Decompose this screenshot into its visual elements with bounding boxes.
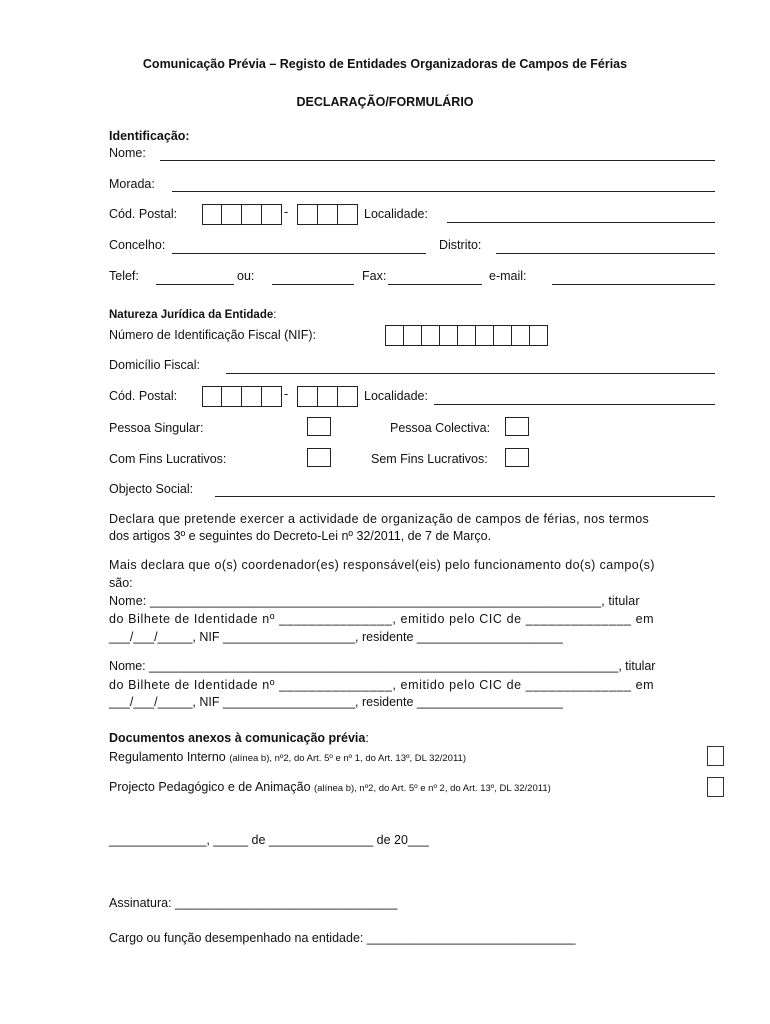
anexos-heading-colon: : bbox=[365, 731, 369, 745]
domicilio-field[interactable] bbox=[226, 373, 715, 374]
nome-label: Nome: bbox=[109, 146, 146, 160]
nj-cod-postal-field-1[interactable] bbox=[202, 386, 282, 407]
mais-declara-line-1: Mais declara que o(s) coordenador(es) responsável(eis) pelo funcionamento do(s) campo(s) bbox=[109, 558, 655, 572]
date-line[interactable]: ______________, _____ de _______________ de 20___ bbox=[109, 833, 429, 847]
mais-declara-line-2: são: bbox=[109, 576, 133, 590]
email-label: e-mail: bbox=[489, 269, 527, 283]
nome-field[interactable] bbox=[160, 160, 715, 161]
cod-postal-field-2[interactable] bbox=[297, 204, 358, 225]
telef-field-2[interactable] bbox=[272, 284, 354, 285]
assinatura-line[interactable]: Assinatura: ________________________________ bbox=[109, 896, 398, 910]
anexo-regulamento-checkbox[interactable] bbox=[707, 746, 724, 766]
cod-postal-label: Cód. Postal: bbox=[109, 207, 178, 221]
com-fins-checkbox[interactable] bbox=[307, 448, 331, 467]
nj-cod-postal-dash: - bbox=[284, 387, 289, 401]
anexo-regulamento bbox=[109, 749, 466, 767]
nj-localidade-field[interactable] bbox=[434, 404, 715, 405]
ou-label: ou: bbox=[237, 269, 255, 283]
anexo-projecto bbox=[109, 779, 551, 797]
identificacao-heading: Identificação: bbox=[109, 129, 190, 143]
cargo-line[interactable]: Cargo ou função desempenhado na entidade: ______________________________ bbox=[109, 931, 576, 945]
natureza-heading-colon: : bbox=[273, 309, 277, 321]
cod-postal-field-1[interactable] bbox=[202, 204, 282, 225]
localidade-label: Localidade: bbox=[364, 207, 428, 221]
coordenador-2-nome[interactable]: Nome: ____________________________________________________________________, titular bbox=[109, 659, 656, 673]
objecto-social-field[interactable] bbox=[215, 496, 715, 497]
anexo-projecto-label: Projecto Pedagógico e de Animação bbox=[109, 780, 311, 794]
telef-label: Telef: bbox=[109, 269, 139, 283]
com-fins-label: Com Fins Lucrativos: bbox=[109, 452, 227, 466]
sem-fins-label: Sem Fins Lucrativos: bbox=[371, 452, 488, 466]
concelho-field[interactable] bbox=[172, 253, 426, 254]
morada-label: Morada: bbox=[109, 177, 155, 191]
sem-fins-checkbox[interactable] bbox=[505, 448, 529, 467]
natureza-heading-text: Natureza Jurídica da Entidade bbox=[109, 309, 274, 321]
coordenador-2-bi[interactable]: do Bilhete de Identidade nº _______________, emitido pelo CIC de ______________ em bbox=[109, 678, 655, 692]
anexo-projecto-ref: (alínea b), nº2, do Art. 5º e nº 2, do Art. 13º, DL 32/2011) bbox=[314, 783, 551, 794]
telef-field-1[interactable] bbox=[156, 284, 234, 285]
pessoa-colectiva-label: Pessoa Colectiva: bbox=[390, 421, 491, 435]
form-subtitle: DECLARAÇÃO/FORMULÁRIO bbox=[296, 95, 474, 109]
declara-line-2: dos artigos 3º e seguintes do Decreto-Lei nº 32/2011, de 7 de Março. bbox=[109, 529, 492, 543]
pessoa-singular-label: Pessoa Singular: bbox=[109, 421, 204, 435]
pessoa-singular-checkbox[interactable] bbox=[307, 417, 331, 436]
anexo-projecto-checkbox[interactable] bbox=[707, 777, 724, 797]
nj-cod-postal-label: Cód. Postal: bbox=[109, 389, 178, 403]
concelho-label: Concelho: bbox=[109, 238, 166, 252]
distrito-field[interactable] bbox=[496, 253, 715, 254]
coordenador-2-nif[interactable]: ___/___/_____, NIF ___________________, residente _____________________ bbox=[109, 695, 563, 709]
morada-field[interactable] bbox=[172, 191, 715, 192]
anexos-heading-text: Documentos anexos à comunicação prévia bbox=[109, 731, 366, 745]
coordenador-1-nome[interactable]: Nome: ________________________________________________________________, titular bbox=[109, 594, 640, 608]
coordenador-1-nif[interactable]: ___/___/_____, NIF ___________________, residente _____________________ bbox=[109, 630, 563, 644]
objecto-social-label: Objecto Social: bbox=[109, 482, 194, 496]
anexo-regulamento-label: Regulamento Interno bbox=[109, 750, 226, 764]
email-field[interactable] bbox=[552, 284, 715, 285]
nj-localidade-label: Localidade: bbox=[364, 389, 428, 403]
nj-cod-postal-field-2[interactable] bbox=[297, 386, 358, 407]
nif-field[interactable] bbox=[385, 325, 548, 346]
form-title: Comunicação Prévia – Registo de Entidades Organizadoras de Campos de Férias bbox=[142, 57, 628, 71]
fax-label: Fax: bbox=[362, 269, 387, 283]
domicilio-label: Domicílio Fiscal: bbox=[109, 358, 200, 372]
natureza-heading bbox=[109, 307, 276, 323]
declara-line-1: Declara que pretende exercer a actividade de organização de campos de férias, nos termos bbox=[109, 512, 650, 526]
nif-label: Número de Identificação Fiscal (NIF): bbox=[109, 328, 317, 342]
coordenador-1-bi[interactable]: do Bilhete de Identidade nº _______________, emitido pelo CIC de ______________ em bbox=[109, 612, 655, 626]
anexo-regulamento-ref: (alínea b), nº2, do Art. 5º e nº 1, do Art. 13º, DL 32/2011) bbox=[229, 753, 466, 764]
anexos-heading bbox=[109, 730, 369, 746]
cod-postal-dash: - bbox=[284, 205, 289, 219]
localidade-field[interactable] bbox=[447, 222, 715, 223]
pessoa-colectiva-checkbox[interactable] bbox=[505, 417, 529, 436]
fax-field[interactable] bbox=[388, 284, 482, 285]
distrito-label: Distrito: bbox=[439, 238, 482, 252]
